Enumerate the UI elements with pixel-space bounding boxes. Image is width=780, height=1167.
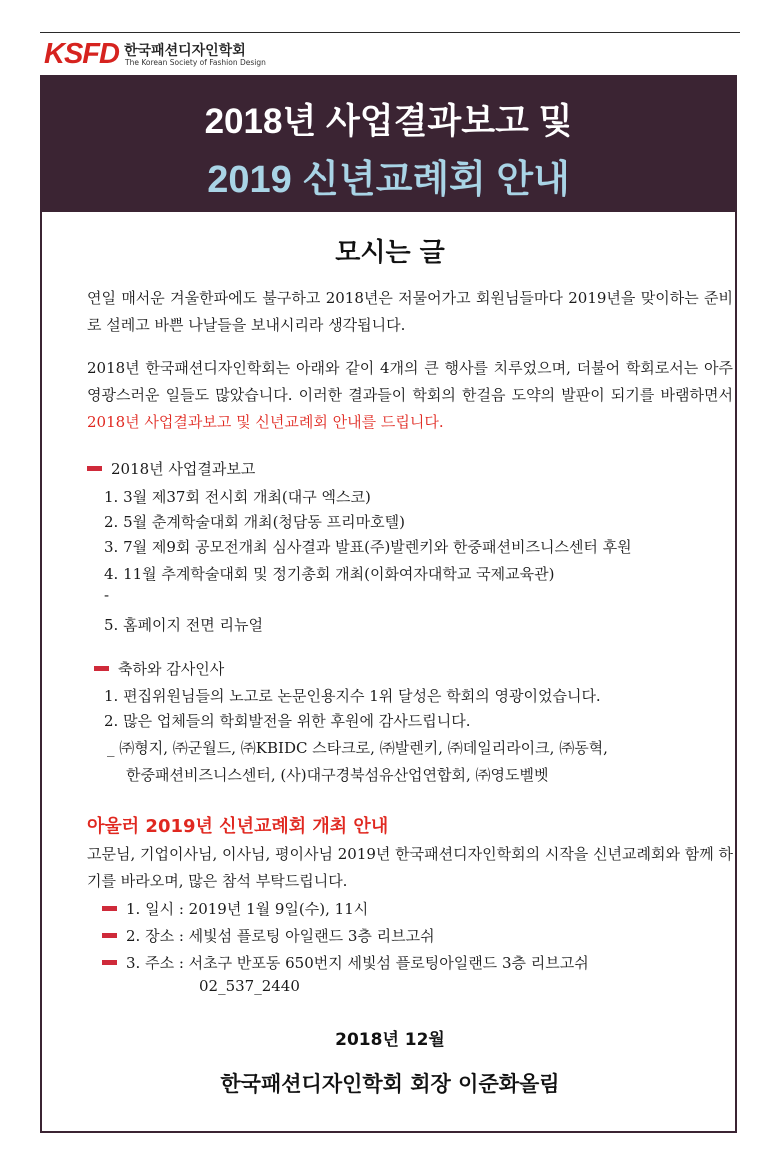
report-item: 5. 홈페이지 전면 리뉴얼 <box>104 616 264 634</box>
logo-name-ko: 한국패션디자인학회 <box>124 43 246 59</box>
thanks-title-text: 축하와 감사인사 <box>118 660 225 678</box>
logo-name-en: The Korean Society of Fashion Design <box>125 58 266 67</box>
logo-mark: KSFD <box>44 38 119 70</box>
report-item: 4. 11월 추계학술대회 및 정기총회 개최(이화여자대학교 국제교육관) <box>104 565 555 583</box>
intro-paragraph-2 <box>87 355 733 436</box>
thanks-item: 1. 편집위원님들의 노고로 논문인용지수 1위 달성은 학회의 영광이었습니다. <box>104 687 601 705</box>
report-section-title <box>87 458 255 479</box>
report-item: 3. 7월 제9회 공모전개최 심사결과 발표(주)발렌키와 한중패션비즈니스센터 후원 <box>104 538 632 556</box>
bullet-icon <box>102 906 117 911</box>
bullet-icon <box>102 960 117 965</box>
report-item: 2. 5월 춘계학술대회 개최(청담동 프리마호텔) <box>104 513 405 531</box>
bullet-icon <box>102 933 117 938</box>
sponsor-list-line2: 한중패션비즈니스센터, (사)대구경북섬유산업연합회, ㈜영도벨벳 <box>126 766 549 784</box>
invite-title: 아울러 2019년 신년교례회 개최 안내 <box>87 816 389 837</box>
invite-detail-date: 1. 일시 : 2019년 1월 9일(수), 11시 <box>102 898 368 919</box>
signature: 한국패션디자인학회 회장 이준화올림 <box>220 1072 560 1096</box>
intro-paragraph-2-text: 2018년 한국패션디자인학회는 아래와 같이 4개의 큰 행사를 치루었으며, 더불어 학회로서는 아주 영광스러운 일들도 많았습니다. 이러한 결과들이 학회의 한걸음 도약의 발판이 되기를 바램하면서 <box>87 359 733 404</box>
banner-title-line2: 2019 신년교례회 안내 <box>207 159 570 201</box>
report-item-dash: - <box>104 586 110 604</box>
invite-detail-place: 2. 장소 : 세빛섬 플로팅 아일랜드 3층 리브고쉬 <box>102 925 435 946</box>
sponsor-list-line1: _ ㈜형지, ㈜군월드, ㈜KBIDC 스타크로, ㈜발렌키, ㈜데일리라이크, ㈜동혁, <box>107 739 608 757</box>
banner-title-line1: 2018년 사업결과보고 및 <box>204 102 573 141</box>
report-title-text: 2018년 사업결과보고 <box>111 460 256 478</box>
intro-paragraph-1: 연일 매서운 겨울한파에도 불구하고 2018년은 저물어가고 회원님들마다 2019년을 맞이하는 준비로 설레고 바쁜 나날들을 보내시리라 생각됩니다. <box>87 289 733 334</box>
invite-detail-address: 3. 주소 : 서초구 반포동 650번지 세빛섬 플로팅아일랜드 3층 리브고쉬 <box>102 952 589 973</box>
report-item: 1. 3월 제37회 전시회 개최(대구 엑스코) <box>104 488 371 506</box>
greeting-title: 모시는 글 <box>335 238 445 268</box>
thanks-item: 2. 많은 업체들의 학회발전을 위한 후원에 감사드립니다. <box>104 712 471 730</box>
top-rule <box>40 32 740 33</box>
thanks-section-title <box>94 658 224 679</box>
invite-phone: 02_537_2440 <box>199 977 300 995</box>
invite-body: 고문님, 기업이사님, 이사님, 평이사님 2019년 한국패션디자인학회의 시작을 신년교례회와 함께 하기를 바라오며, 많은 참석 부탁드립니다. <box>87 845 734 890</box>
document-date: 2018년 12월 <box>335 1030 445 1050</box>
bullet-icon <box>87 466 102 471</box>
bullet-icon <box>94 666 109 671</box>
title-banner <box>42 77 735 212</box>
intro-highlight: 2018년 사업결과보고 및 신년교례회 안내를 드립니다. <box>87 413 444 431</box>
